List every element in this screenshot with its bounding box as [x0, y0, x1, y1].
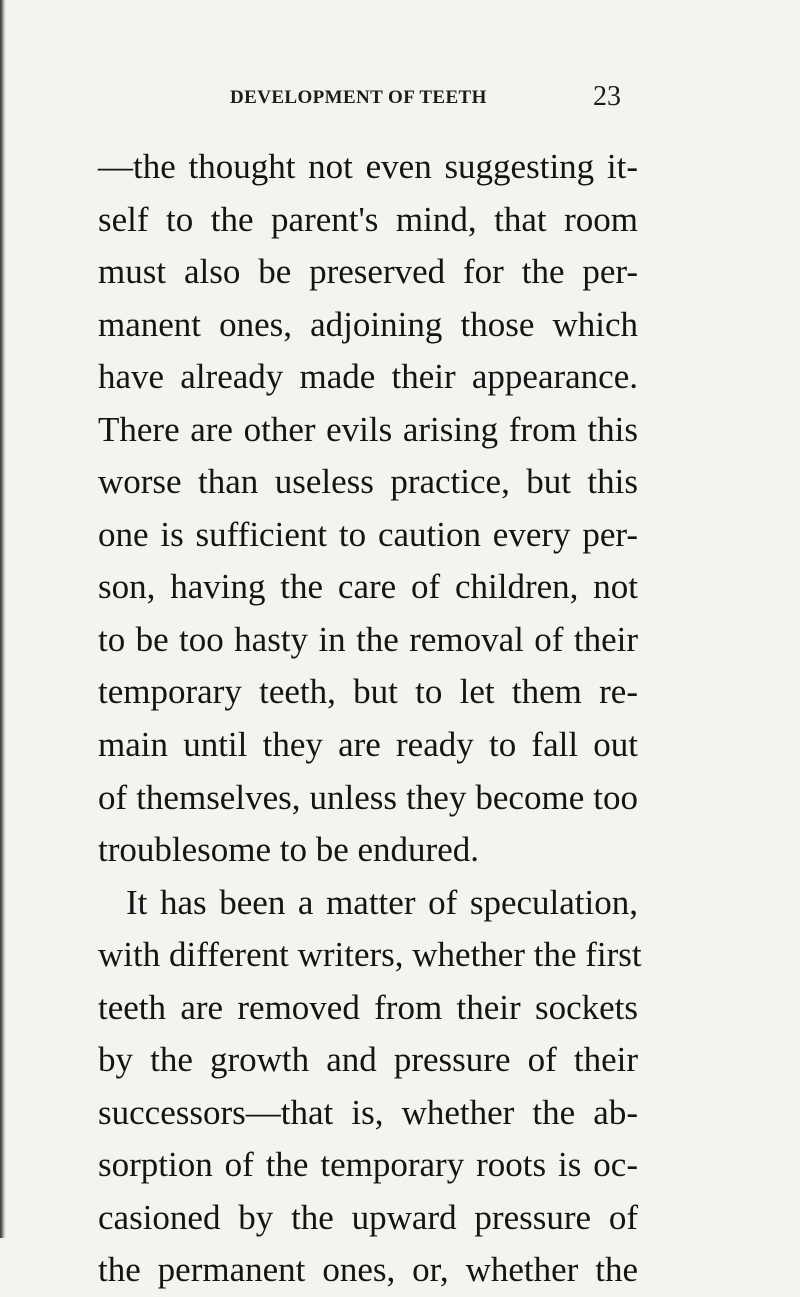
text-line: successors—that is, whether the ab- [98, 1092, 638, 1132]
text-line: one is sufficient to caution every per- [98, 514, 638, 554]
running-head: DEVELOPMENT OF TEETH [230, 87, 487, 108]
text-line: casioned by the upward pressure of [98, 1197, 638, 1237]
body-text [98, 141, 642, 1297]
text-line: self to the parent's mind, that room [98, 199, 638, 239]
text-line: —the thought not even suggesting it- [98, 147, 638, 186]
text-line: troublesome to be endured. [98, 830, 480, 870]
text-line: teeth are removed from their sockets [98, 987, 638, 1027]
text-line: There are other evils arising from this [98, 409, 638, 449]
text-line: worse than useless practice, but this [98, 462, 638, 502]
text-line: of themselves, unless they become too [98, 777, 638, 817]
text-line: by the growth and pressure of their [98, 1040, 638, 1080]
text-line: It has been a matter of speculation, [126, 882, 638, 922]
page-number: 23 [593, 81, 621, 112]
text-line: the permanent ones, or, whether the [98, 1250, 638, 1290]
text-line: sorption of the temporary roots is oc- [98, 1145, 638, 1185]
text-line: main until they are ready to fall out [98, 725, 638, 765]
text-line: temporary teeth, but to let them re- [98, 672, 638, 712]
text-line: to be too hasty in the removal of their [98, 619, 638, 659]
text-line: must also be preserved for the per- [98, 252, 638, 292]
text-line: with different writers, whether the first [98, 935, 642, 975]
page-edge [0, 0, 6, 1238]
text-line: have already made their appearance. [98, 357, 638, 397]
text-line: son, having the care of children, not [98, 567, 638, 607]
text-line: manent ones, adjoining those which [98, 304, 638, 344]
